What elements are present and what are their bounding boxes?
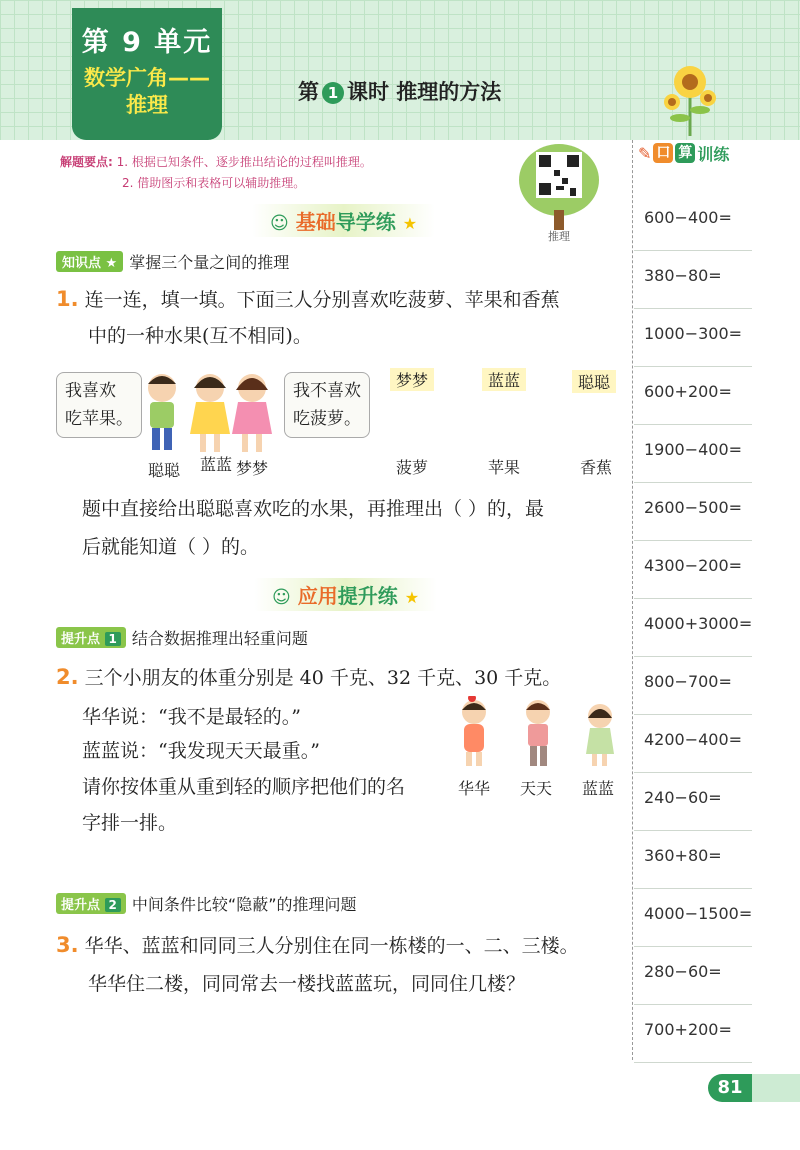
question-2 [56, 662, 561, 693]
unit-title-line2: 推理 [126, 93, 168, 117]
mental-math-item[interactable]: 4000+3000= [644, 614, 753, 633]
kid-label-congcong: 聪聪 [148, 461, 181, 480]
mental-math-item[interactable]: 280−60= [644, 962, 722, 981]
unit-number: 第 9 单元 [81, 27, 213, 58]
improvement-point-2 [56, 892, 357, 915]
mental-math-item[interactable]: 600−400= [644, 208, 732, 227]
three-kids-illustration [452, 696, 624, 768]
kp-tag: 知识点 ★ [56, 251, 123, 272]
q2-kid-1: 华华 [458, 779, 491, 798]
divider [634, 250, 752, 251]
q2-line2: 华华说：“我不是最轻的。” [82, 706, 301, 728]
question-number: 1. [56, 287, 79, 311]
qr-label: 推理 [548, 230, 570, 243]
knowledge-point [56, 250, 289, 273]
improvement-point-1 [56, 626, 308, 649]
divider [634, 540, 752, 541]
speech-bubble-left: 我喜欢 吃苹果。 [56, 372, 142, 438]
star-icon: ★ [404, 588, 420, 607]
match-fruit-3[interactable]: 香蕉 [580, 458, 613, 477]
title-box-1: 口 [653, 143, 673, 163]
kid-label-lanlan: 蓝蓝 [200, 455, 233, 474]
match-name-3[interactable]: 聪聪 [572, 370, 616, 393]
qr-code-icon [516, 140, 602, 234]
lesson-title [298, 76, 501, 106]
ip-tag: 提升点 2 [56, 893, 126, 914]
star-icon: ★ [402, 214, 418, 233]
ip-text: 中间条件比较“隐蔽”的推理问题 [131, 895, 357, 914]
divider [634, 656, 752, 657]
mental-math-item[interactable]: 600+200= [644, 382, 732, 401]
q2-line3: 蓝蓝说：“我发现天天最重。” [82, 740, 320, 762]
q2-kid-3: 蓝蓝 [582, 779, 615, 798]
title-box-2: 算 [675, 143, 695, 163]
lesson-number: 1 [322, 82, 344, 104]
ip-text: 结合数据推理出轻重问题 [131, 629, 308, 648]
divider [634, 946, 752, 947]
q1-line2: 中的一种水果(互不相同)。 [88, 325, 312, 347]
mental-math-item[interactable]: 240−60= [644, 788, 722, 807]
unit-badge [72, 8, 222, 140]
q3-line2: 华华住二楼，同同常去一楼找蓝蓝玩，同同住几楼？ [88, 973, 526, 995]
q3-line1: 华华、蓝蓝和同同三人分别住在同一栋楼的一、二、三楼。 [84, 935, 579, 957]
divider [634, 598, 752, 599]
divider [634, 772, 752, 773]
divider [634, 714, 752, 715]
lesson-prefix: 第 [298, 80, 319, 104]
ip-tag: 提升点 1 [56, 627, 126, 648]
divider [634, 1004, 752, 1005]
section-title-a: 基础 [295, 210, 336, 234]
section-title-b: 提升练 [337, 584, 398, 608]
mental-math-item[interactable]: 700+200= [644, 1020, 732, 1039]
divider [634, 366, 752, 367]
kid-label-mengmeng: 梦梦 [236, 459, 269, 478]
mental-math-item[interactable]: 360+80= [644, 846, 722, 865]
divider [634, 308, 752, 309]
q1-fill-line2[interactable]: 后就能知道（ ）的。 [82, 536, 260, 558]
q2-line5: 字排一排。 [82, 812, 178, 834]
unit-title-line1: 数学广角—— [84, 66, 210, 90]
children-illustration [140, 366, 280, 454]
boy-icon: ☺ [270, 213, 289, 234]
sunflower-icon [660, 58, 720, 138]
mental-math-item[interactable]: 4300−200= [644, 556, 743, 575]
mental-math-item[interactable]: 380−80= [644, 266, 722, 285]
question-number: 3. [56, 933, 79, 957]
mental-math-item[interactable]: 4000−1500= [644, 904, 753, 923]
match-fruit-1[interactable]: 菠萝 [396, 458, 429, 477]
section-title-basic [252, 204, 435, 237]
pencil-icon: ✎ [638, 143, 652, 163]
mental-math-item[interactable]: 2600−500= [644, 498, 743, 517]
q2-line1: 三个小朋友的体重分别是 40 千克、32 千克、30 千克。 [84, 667, 562, 689]
section-title-applied [254, 578, 437, 611]
divider [634, 1062, 752, 1063]
page-number: 81 [708, 1074, 752, 1102]
tip-1: 1. 根据已知条件、逐步推出结论的过程叫推理。 [116, 155, 372, 169]
tips-label: 解题要点: [60, 155, 113, 169]
divider [634, 482, 752, 483]
mental-math-item[interactable]: 4200−400= [644, 730, 743, 749]
lesson-name: 课时 推理的方法 [347, 80, 502, 104]
question-3 [56, 930, 579, 999]
divider [634, 424, 752, 425]
tip-2: 2. 借助图示和表格可以辅助推理。 [122, 176, 306, 190]
divider [634, 888, 752, 889]
match-name-1[interactable]: 梦梦 [390, 368, 434, 391]
match-name-2[interactable]: 蓝蓝 [482, 368, 526, 391]
title-text: 训练 [697, 144, 730, 164]
match-fruit-2[interactable]: 苹果 [488, 458, 521, 477]
q2-line4: 请你按体重从重到轻的顺序把他们的名 [82, 776, 406, 798]
question-1 [56, 284, 560, 351]
speech-bubble-right: 我不喜欢 吃菠萝。 [284, 372, 370, 438]
mental-math-item[interactable]: 800−700= [644, 672, 732, 691]
mental-math-title [638, 140, 729, 166]
boy-icon: ☺ [272, 587, 291, 608]
question-number: 2. [56, 665, 79, 689]
solving-tips [60, 152, 372, 194]
mental-math-item[interactable]: 1900−400= [644, 440, 743, 459]
mental-math-item[interactable]: 1000−300= [644, 324, 743, 343]
divider [634, 830, 752, 831]
q1-line1: 连一连，填一填。下面三人分别喜欢吃菠萝、苹果和香蕉 [84, 289, 560, 311]
kp-text: 掌握三个量之间的推理 [129, 253, 290, 272]
q2-kid-2: 天天 [520, 779, 553, 798]
section-title-a: 应用 [297, 584, 338, 608]
q1-fill-line1[interactable]: 题中直接给出聪聪喜欢吃的水果，再推理出（ ）的，最 [82, 498, 545, 520]
section-title-b: 导学练 [335, 210, 396, 234]
